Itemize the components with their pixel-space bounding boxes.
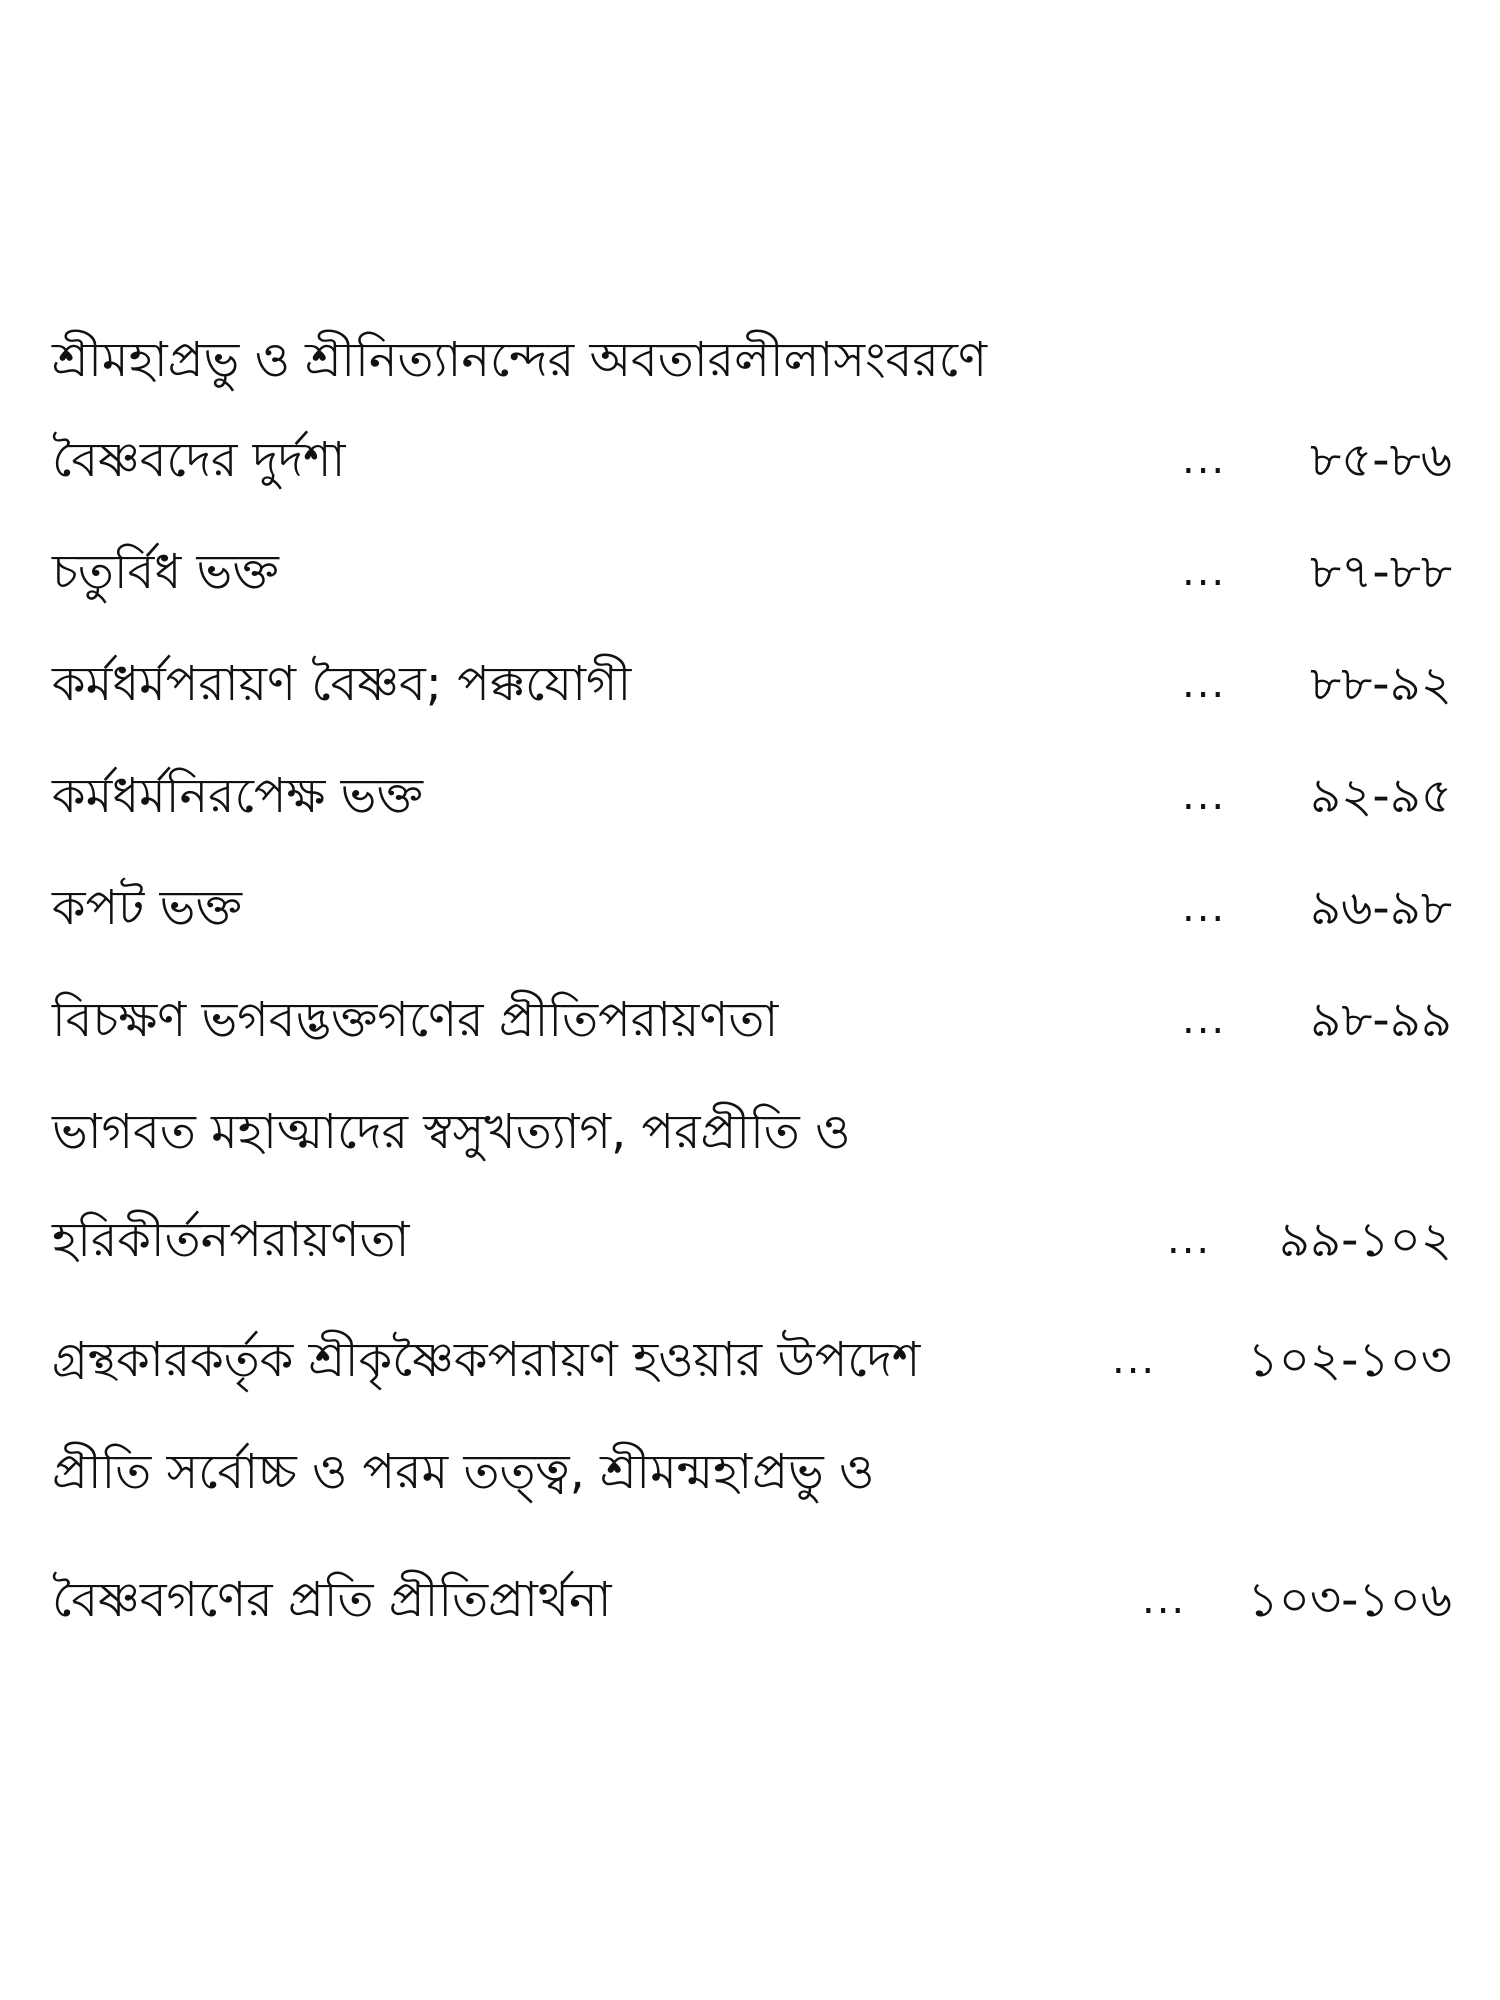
toc-page-range: ৯৮-৯৯ — [1310, 992, 1452, 1048]
toc-entry-line — [52, 1320, 1452, 1400]
toc-page-range: ১০৩-১০৬ — [1247, 1572, 1452, 1628]
toc-entry-line — [52, 532, 1452, 612]
toc-entry-title: চতুর্বিধ ভক্ত — [52, 544, 279, 600]
toc-leader-dots: ... — [1167, 1217, 1212, 1263]
toc-entry-line — [52, 980, 1452, 1060]
toc-entry-title: প্রীতি সর্বোচ্চ ও পরম তত্ত্ব, শ্রীমন্মহাপ্রভু ও — [52, 1444, 875, 1500]
toc-leader-dots: ... — [1182, 661, 1227, 707]
toc-entry-line — [52, 1200, 1452, 1280]
toc-leader-dots: ... — [1182, 437, 1227, 483]
toc-page-range: ৮৫-৮৬ — [1310, 432, 1452, 488]
toc-entry-line — [52, 420, 1452, 500]
toc-entry-title: কপট ভক্ত — [52, 880, 242, 936]
toc-entry-title: গ্রন্থকারকর্তৃক শ্রীকৃষ্ণৈকপরায়ণ হওয়ার উপদেশ — [52, 1332, 921, 1388]
toc-entry-line — [52, 320, 1452, 400]
toc-entry-line — [52, 1092, 1452, 1172]
toc-entry-title: ভাগবত মহাত্মাদের স্বসুখত্যাগ, পরপ্রীতি ও — [52, 1104, 851, 1160]
toc-page-range: ৮৭-৮৮ — [1310, 544, 1452, 600]
toc-entry-title: কর্মধর্মনিরপেক্ষ ভক্ত — [52, 768, 423, 824]
toc-leader-dots: ... — [1182, 773, 1227, 819]
toc-leader-dots: ... — [1142, 1577, 1187, 1623]
toc-entry-title: বৈষ্ণবদের দুর্দশা — [52, 432, 346, 488]
toc-entry-title: কর্মধর্মপরায়ণ বৈষ্ণব; পক্কযোগী — [52, 656, 632, 712]
toc-leader-dots: ... — [1182, 885, 1227, 931]
toc-leader-dots: ... — [1182, 997, 1227, 1043]
toc-page-range: ৯৬-৯৮ — [1310, 880, 1452, 936]
toc-entry-title: বৈষ্ণবগণের প্রতি প্রীতিপ্রার্থনা — [52, 1572, 612, 1628]
toc-entry-title: শ্রীমহাপ্রভু ও শ্রীনিত্যানন্দের অবতারলীলাসংবরণে — [52, 332, 988, 388]
toc-entry-line — [52, 644, 1452, 724]
toc-page-range: ৯২-৯৫ — [1310, 768, 1452, 824]
toc-page-range: ৯৯-১০২ — [1278, 1212, 1452, 1268]
toc-page-range: ১০২-১০৩ — [1247, 1332, 1452, 1388]
toc-entry-title: বিচক্ষণ ভগবদ্ভক্তগণের প্রীতিপরায়ণতা — [52, 992, 779, 1048]
toc-page-range: ৮৮-৯২ — [1310, 656, 1452, 712]
toc-entry-line — [52, 1560, 1452, 1640]
toc-entry-line — [52, 1432, 1452, 1512]
toc-leader-dots: ... — [1112, 1337, 1157, 1383]
toc-entry-line — [52, 868, 1452, 948]
toc-entry-title: হরিকীর্তনপরায়ণতা — [52, 1212, 410, 1268]
toc-leader-dots: ... — [1182, 549, 1227, 595]
toc-entry-line — [52, 756, 1452, 836]
